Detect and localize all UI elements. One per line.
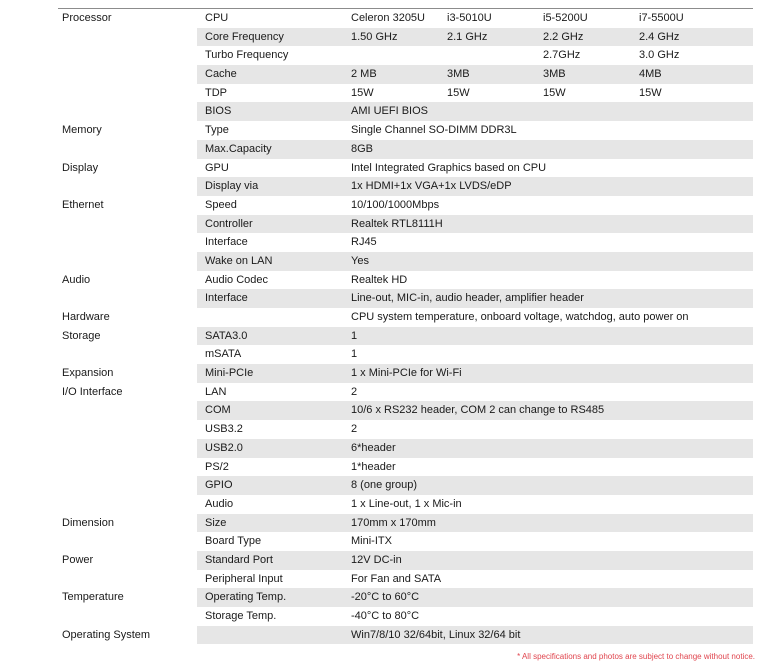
section-label: Hardware xyxy=(58,308,197,327)
spec-value: Line-out, MIC-in, audio header, amplifier header xyxy=(343,289,753,308)
item-label: Mini-PCIe xyxy=(197,364,343,383)
spec-row xyxy=(58,233,753,252)
section-label xyxy=(58,420,197,439)
spec-value: 15W xyxy=(631,84,753,103)
spec-row xyxy=(58,345,753,364)
item-label: Audio xyxy=(197,495,343,514)
section-label: Temperature xyxy=(58,588,197,607)
spec-row xyxy=(58,140,753,159)
spec-row xyxy=(58,607,753,626)
spec-value: Yes xyxy=(343,252,753,271)
item-label: PS/2 xyxy=(197,458,343,477)
section-label xyxy=(58,46,197,65)
spec-value: 1*header xyxy=(343,458,753,477)
item-label: Speed xyxy=(197,196,343,215)
item-label: Interface xyxy=(197,233,343,252)
item-label: SATA3.0 xyxy=(197,327,343,346)
spec-value: Celeron 3205U xyxy=(343,9,439,28)
spec-row xyxy=(58,121,753,140)
spec-value: 1.50 GHz xyxy=(343,28,439,47)
spec-value: 2.7GHz xyxy=(535,46,631,65)
item-label: TDP xyxy=(197,84,343,103)
spec-value: i7-5500U xyxy=(631,9,753,28)
item-label: Turbo Frequency xyxy=(197,46,343,65)
spec-row xyxy=(58,570,753,589)
section-label: Display xyxy=(58,159,197,178)
item-label: Standard Port xyxy=(197,551,343,570)
section-label xyxy=(58,289,197,308)
spec-row xyxy=(58,177,753,196)
spec-row xyxy=(58,364,753,383)
spec-value: 1 xyxy=(343,345,753,364)
spec-row xyxy=(58,102,753,121)
spec-value: 170mm x 170mm xyxy=(343,514,753,533)
item-label: Peripheral Input xyxy=(197,570,343,589)
spec-value: -20°C to 60°C xyxy=(343,588,753,607)
spec-value: RJ45 xyxy=(343,233,753,252)
spec-row xyxy=(58,439,753,458)
item-label: Wake on LAN xyxy=(197,252,343,271)
spec-value: 1 x Mini-PCIe for Wi-Fi xyxy=(343,364,753,383)
spec-value: -40°C to 80°C xyxy=(343,607,753,626)
spec-row xyxy=(58,551,753,570)
spec-row xyxy=(58,383,753,402)
spec-row xyxy=(58,532,753,551)
spec-table xyxy=(58,8,753,644)
section-label xyxy=(58,458,197,477)
spec-value: 15W xyxy=(439,84,535,103)
spec-value: 15W xyxy=(535,84,631,103)
spec-value xyxy=(439,46,535,65)
spec-row xyxy=(58,327,753,346)
spec-row xyxy=(58,401,753,420)
section-label xyxy=(58,476,197,495)
item-label: Storage Temp. xyxy=(197,607,343,626)
spec-value: 3MB xyxy=(439,65,535,84)
item-label: Max.Capacity xyxy=(197,140,343,159)
spec-row xyxy=(58,308,753,327)
item-label: Core Frequency xyxy=(197,28,343,47)
section-label xyxy=(58,140,197,159)
item-label: Display via xyxy=(197,177,343,196)
spec-row xyxy=(58,458,753,477)
spec-value: Win7/8/10 32/64bit, Linux 32/64 bit xyxy=(343,626,753,645)
item-label: BIOS xyxy=(197,102,343,121)
section-label: Audio xyxy=(58,271,197,290)
spec-value: Realtek RTL8111H xyxy=(343,215,753,234)
section-label xyxy=(58,495,197,514)
spec-value: 3MB xyxy=(535,65,631,84)
spec-row xyxy=(58,626,753,645)
item-label: Operating Temp. xyxy=(197,588,343,607)
item-label xyxy=(197,626,343,645)
spec-value: 10/100/1000Mbps xyxy=(343,196,753,215)
spec-value: For Fan and SATA xyxy=(343,570,753,589)
spec-row xyxy=(58,215,753,234)
item-label: CPU xyxy=(197,9,343,28)
spec-value: Realtek HD xyxy=(343,271,753,290)
spec-value: 8 (one group) xyxy=(343,476,753,495)
item-label: Cache xyxy=(197,65,343,84)
spec-value: 8GB xyxy=(343,140,753,159)
spec-value: AMI UEFI BIOS xyxy=(343,102,753,121)
item-label: Audio Codec xyxy=(197,271,343,290)
section-label: I/O Interface xyxy=(58,383,197,402)
section-label xyxy=(58,177,197,196)
spec-value: 6*header xyxy=(343,439,753,458)
spec-value: 15W xyxy=(343,84,439,103)
section-label: Processor xyxy=(58,9,197,28)
item-label: USB2.0 xyxy=(197,439,343,458)
spec-row xyxy=(58,252,753,271)
item-label: Board Type xyxy=(197,532,343,551)
spec-row xyxy=(58,514,753,533)
item-label: mSATA xyxy=(197,345,343,364)
item-label: LAN xyxy=(197,383,343,402)
spec-value: 2 xyxy=(343,420,753,439)
spec-row xyxy=(58,476,753,495)
item-label: GPU xyxy=(197,159,343,178)
section-label: Memory xyxy=(58,121,197,140)
section-label xyxy=(58,102,197,121)
section-label: Storage xyxy=(58,327,197,346)
section-label xyxy=(58,233,197,252)
footnote: * All specifications and photos are subject to change without notice. xyxy=(517,652,755,661)
spec-value: 2.4 GHz xyxy=(631,28,753,47)
section-label xyxy=(58,252,197,271)
spec-row xyxy=(58,9,753,28)
spec-row xyxy=(58,495,753,514)
section-label xyxy=(58,215,197,234)
item-label: Size xyxy=(197,514,343,533)
spec-row xyxy=(58,420,753,439)
section-label: Power xyxy=(58,551,197,570)
section-label xyxy=(58,345,197,364)
spec-value: 4MB xyxy=(631,65,753,84)
section-label xyxy=(58,65,197,84)
spec-value: i5-5200U xyxy=(535,9,631,28)
spec-value: 1x HDMI+1x VGA+1x LVDS/eDP xyxy=(343,177,753,196)
spec-row xyxy=(58,28,753,47)
spec-value: i3-5010U xyxy=(439,9,535,28)
item-label: GPIO xyxy=(197,476,343,495)
spec-row xyxy=(58,588,753,607)
section-label xyxy=(58,401,197,420)
spec-value: CPU system temperature, onboard voltage, watchdog, auto power on xyxy=(343,308,753,327)
spec-row xyxy=(58,271,753,290)
spec-value: Single Channel SO-DIMM DDR3L xyxy=(343,121,753,140)
item-label: USB3.2 xyxy=(197,420,343,439)
section-label xyxy=(58,607,197,626)
spec-row xyxy=(58,159,753,178)
section-label: Operating System xyxy=(58,626,197,645)
spec-row xyxy=(58,84,753,103)
section-label xyxy=(58,84,197,103)
spec-value: 1 x Line-out, 1 x Mic-in xyxy=(343,495,753,514)
spec-row xyxy=(58,196,753,215)
section-label xyxy=(58,439,197,458)
spec-value: Intel Integrated Graphics based on CPU xyxy=(343,159,753,178)
spec-row xyxy=(58,289,753,308)
item-label: Controller xyxy=(197,215,343,234)
spec-value: 10/6 x RS232 header, COM 2 can change to RS485 xyxy=(343,401,753,420)
section-label xyxy=(58,28,197,47)
item-label xyxy=(197,308,343,327)
section-label: Expansion xyxy=(58,364,197,383)
spec-row xyxy=(58,65,753,84)
spec-value xyxy=(343,46,439,65)
section-label xyxy=(58,570,197,589)
spec-value: 12V DC-in xyxy=(343,551,753,570)
spec-row xyxy=(58,46,753,65)
item-label: Type xyxy=(197,121,343,140)
spec-value: 1 xyxy=(343,327,753,346)
spec-value: 2.1 GHz xyxy=(439,28,535,47)
item-label: Interface xyxy=(197,289,343,308)
section-label: Ethernet xyxy=(58,196,197,215)
spec-value: 2 xyxy=(343,383,753,402)
section-label xyxy=(58,532,197,551)
item-label: COM xyxy=(197,401,343,420)
spec-value: 2.2 GHz xyxy=(535,28,631,47)
spec-value: Mini-ITX xyxy=(343,532,753,551)
section-label: Dimension xyxy=(58,514,197,533)
spec-value: 3.0 GHz xyxy=(631,46,753,65)
spec-value: 2 MB xyxy=(343,65,439,84)
